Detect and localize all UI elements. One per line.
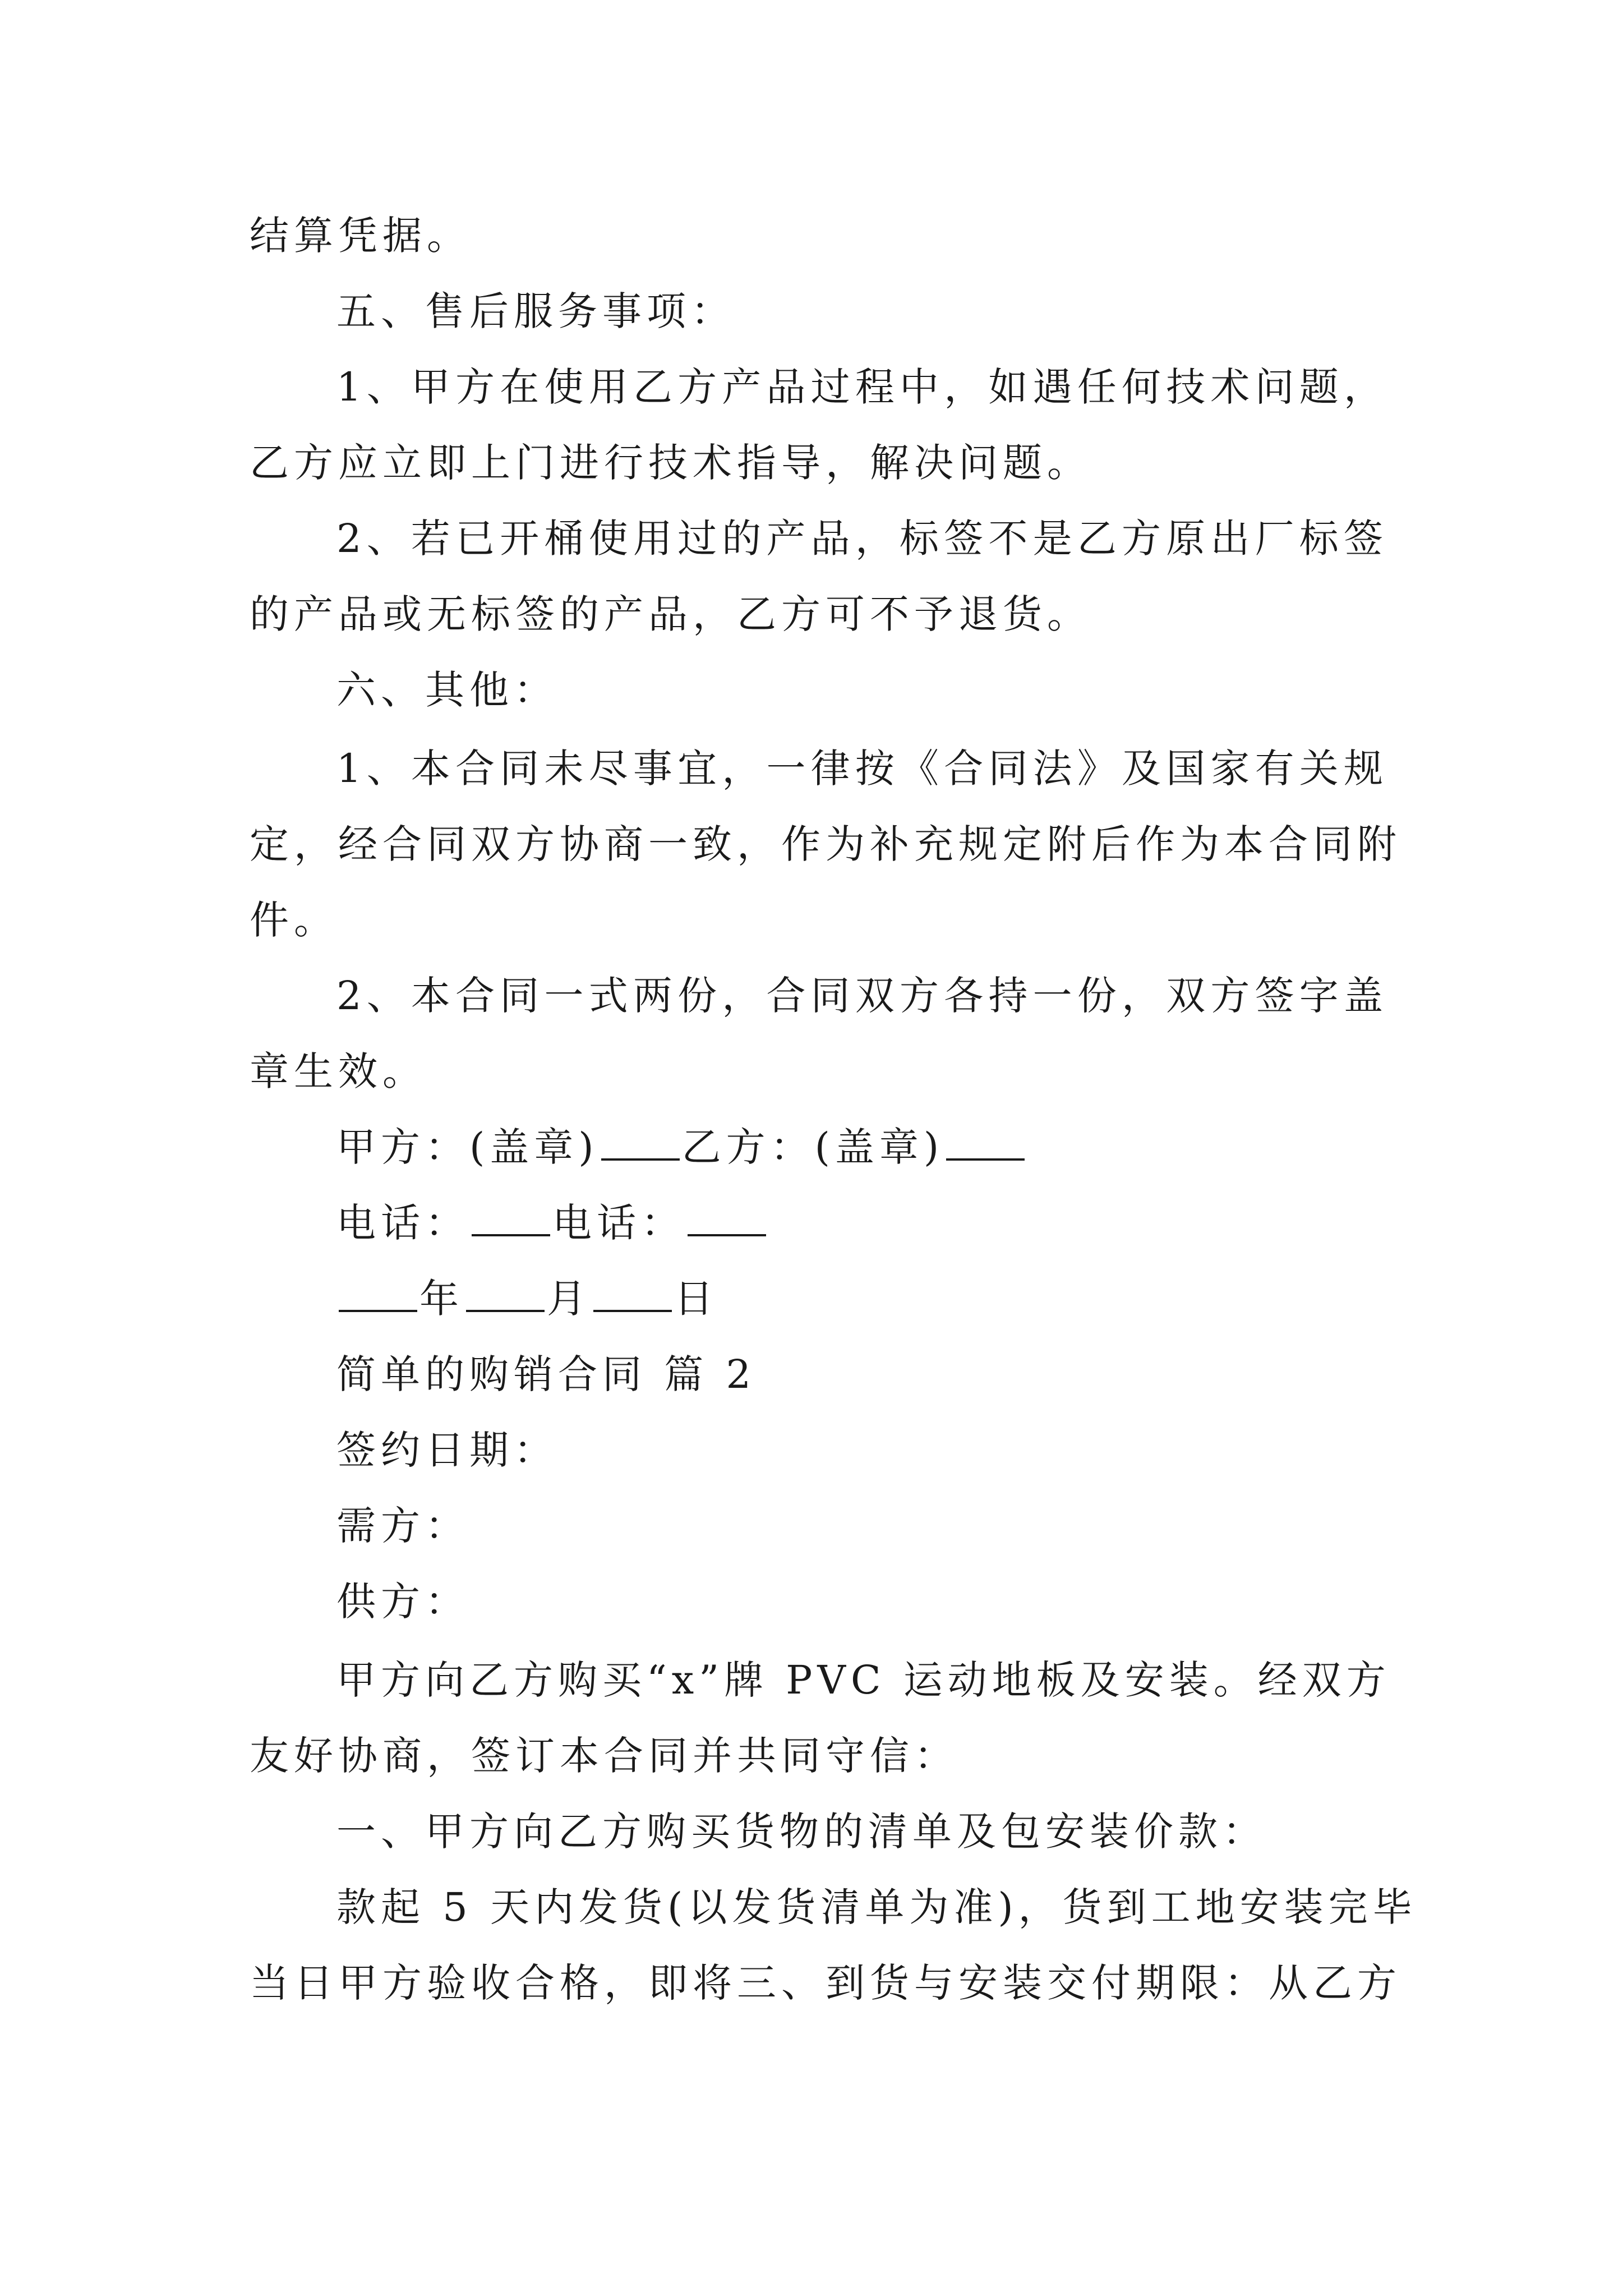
phone-a-blank <box>472 1199 550 1236</box>
paragraph-line: 友好协商，签订本合同并共同守信： <box>250 1733 958 1779</box>
year-label: 年 <box>419 1276 464 1322</box>
section2-title: 简单的购销合同 篇 2 <box>336 1351 757 1397</box>
paragraph-line: 乙方应立即上门进行技术指导，解决问题。 <box>250 440 1091 486</box>
paragraph-line: 1、甲方在使用乙方产品过程中，如遇任何技术问题， <box>336 364 1388 410</box>
paragraph-line: 甲方向乙方购买“x”牌 PVC 运动地板及安装。经双方 <box>336 1657 1391 1703</box>
party-a-label: 甲方：(盖章) <box>336 1124 599 1170</box>
section-heading: 五、售后服务事项： <box>336 288 735 334</box>
paragraph-line: 1、本合同未尽事宜，一律按《合同法》及国家有关规 <box>336 746 1388 792</box>
signature-date-line <box>336 1271 1388 1327</box>
phone-b-blank <box>688 1199 766 1236</box>
clause-heading: 一、甲方向乙方购买货物的清单及包安装价款： <box>336 1809 1267 1855</box>
year-blank <box>339 1275 417 1312</box>
day-label: 日 <box>674 1276 718 1322</box>
paragraph-line: 款起 5 天内发货(以发货清单为准)，货到工地安装完毕 <box>336 1884 1417 1930</box>
paragraph-line: 当日甲方验收合格，即将三、到货与安装交付期限：从乙方 <box>250 1960 1401 2006</box>
paragraph-line: 的产品或无标签的产品，乙方可不予退货。 <box>250 591 1091 637</box>
paragraph-line: 章生效。 <box>250 1048 427 1094</box>
phone-a-label: 电话： <box>336 1200 469 1246</box>
signature-phone-line <box>336 1195 1388 1251</box>
paragraph-line: 2、若已开桶使用过的产品，标签不是乙方原出厂标签 <box>336 516 1388 562</box>
month-label: 月 <box>547 1276 591 1322</box>
section-heading: 六、其他： <box>336 667 558 713</box>
supplier-label: 供方： <box>336 1579 469 1625</box>
month-blank <box>466 1275 545 1312</box>
party-a-blank <box>601 1124 680 1161</box>
party-b-label: 乙方：(盖章) <box>681 1124 944 1170</box>
paragraph-line: 件。 <box>250 897 338 943</box>
signature-parties-line <box>336 1119 1388 1175</box>
paragraph-line: 定，经合同双方协商一致，作为补充规定附后作为本合同附 <box>250 821 1401 867</box>
paragraph-line: 结算凭据。 <box>250 213 471 259</box>
paragraph-line: 2、本合同一式两份，合同双方各持一份，双方签字盖 <box>336 973 1388 1019</box>
sign-date-label: 签约日期： <box>336 1427 558 1473</box>
day-blank <box>593 1275 672 1312</box>
phone-b-label: 电话： <box>552 1200 685 1246</box>
buyer-label: 需方： <box>336 1503 469 1549</box>
party-b-blank <box>946 1124 1025 1161</box>
